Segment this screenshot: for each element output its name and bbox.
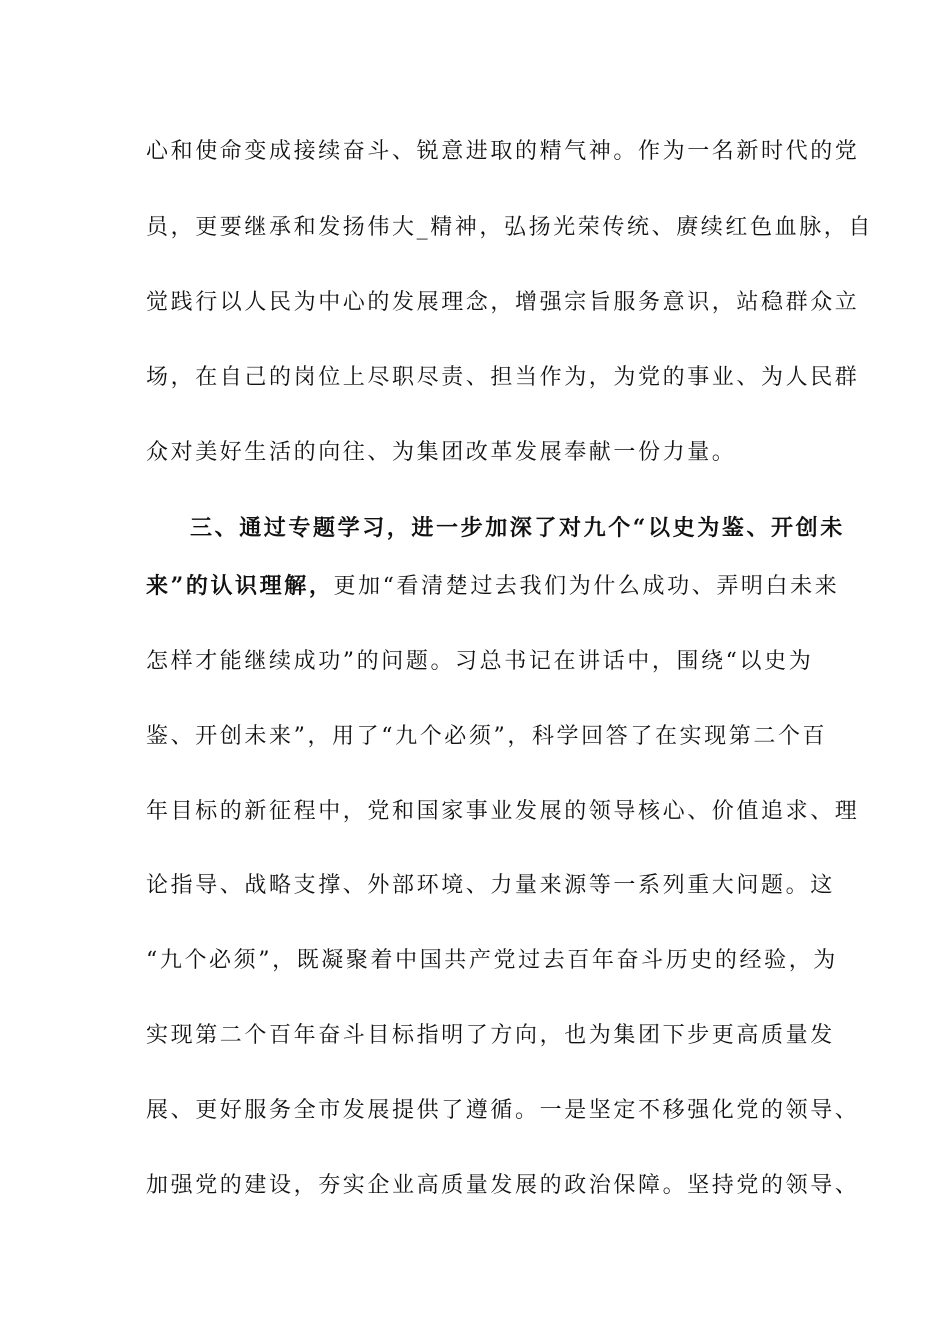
paragraph-line: 心和使命变成接续奋斗、锐意进取的精气神。作为一名新时代的党 (146, 139, 860, 164)
paragraph-line: 加强党的建设，夯实企业高质量发展的政治保障。坚持党的领导、 (146, 1173, 860, 1198)
paragraph-line: 实现第二个百年奋斗目标指明了方向，也为集团下步更高质量发 (146, 1023, 835, 1048)
paragraph-line: 场，在自己的岗位上尽职尽责、担当作为，为党的事业、为人民群 (146, 365, 860, 390)
paragraph-line: 觉践行以人民为中心的发展理念，增强宗旨服务意识，站稳群众立 (146, 290, 860, 315)
paragraph-line: 年目标的新征程中，党和国家事业发展的领导核心、价值追求、理 (146, 799, 860, 824)
section-heading-continuation: 来”的认识理解， (146, 573, 334, 599)
paragraph-line: 怎样才能继续成功”的问题。习总书记在讲话中，围绕“以史为 (146, 649, 814, 674)
section-heading: 三、通过专题学习，进一步加深了对九个“以史为鉴、开创未 (190, 515, 845, 541)
paragraph-line (146, 566, 840, 606)
paragraph-line: 员，更要继承和发扬伟大_精神，弘扬光荣传统、赓续红色血脉，自 (146, 215, 874, 240)
paragraph-line: “九个必须”，既凝聚着中国共产党过去百年奋斗历史的经验，为 (146, 948, 838, 973)
paragraph-line: 众对美好生活的向往、为集团改革发展奉献一份力量。 (146, 440, 737, 465)
paragraph-line: 鉴、开创未来”，用了“九个必须”，科学回答了在实现第二个百 (146, 724, 828, 749)
paragraph-line: 展、更好服务全市发展提供了遵循。一是坚定不移强化党的领导、 (146, 1098, 860, 1123)
paragraph-text: 更加“看清楚过去我们为什么成功、弄明白未来 (333, 574, 840, 599)
paragraph-line: 论指导、战略支撑、外部环境、力量来源等一系列重大问题。这 (146, 873, 835, 898)
